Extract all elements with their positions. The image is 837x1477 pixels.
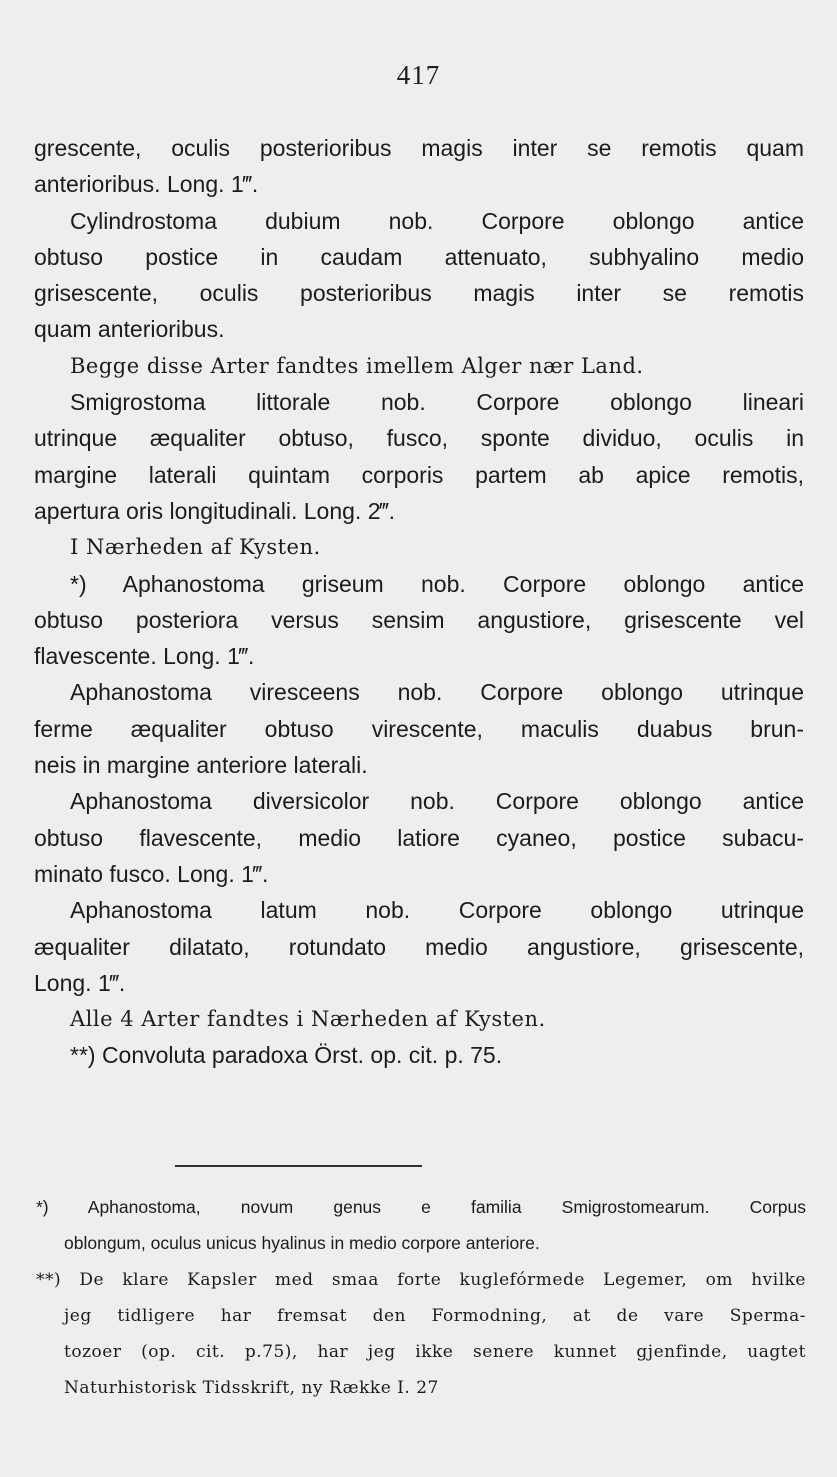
text-line: minato fusco. Long. 1‴.	[34, 860, 269, 887]
text-line: **) Convoluta paradoxa Örst. op. cit. p. 75.	[70, 1042, 503, 1069]
text-line: Alle 4 Arter fandtes i Nærheden af Kysten.	[70, 1007, 546, 1032]
text-line: Aphanostoma viresceens nob. Corpore oblongo utrinque	[70, 679, 804, 706]
text-line: grescente, oculis posterioribus magis inter se remotis quam	[34, 135, 804, 161]
text-line: utrinque æqualiter obtuso, fusco, sponte dividuo, oculis in	[34, 425, 804, 452]
text-line: Long. 1‴.	[34, 969, 126, 996]
text-line: quam anterioribus.	[34, 316, 225, 343]
text-line: apertura oris longitudinali. Long. 2‴.	[34, 497, 396, 524]
footnote-line: **) De klare Kapsler med smaa forte kuglefórmede Legemer, om hvilke	[36, 1269, 806, 1290]
text-line: neis in margine anteriore laterali.	[34, 752, 368, 779]
text-line: Aphanostoma latum nob. Corpore oblongo utrinque	[70, 897, 804, 924]
text-line: obtuso flavescente, medio latiore cyaneo, postice subacu-	[34, 824, 804, 851]
footnote-line: jeg tidligere har fremsat den Formodning, at de vare Sperma-	[64, 1305, 806, 1326]
text-line: I Nærheden af Kysten.	[70, 535, 321, 560]
text-line: obtuso posteriora versus sensim angustiore, grisescente vel	[34, 606, 804, 633]
footnote-line: oblongum, oculus unicus hyalinus in medio corpore anteriore.	[64, 1233, 540, 1254]
footnote-divider	[175, 1165, 422, 1167]
text-line: Smigrostoma littorale nob. Corpore oblongo lineari	[70, 389, 804, 416]
footnote-line: Naturhistorisk Tidsskrift, ny Række I. 27	[64, 1378, 439, 1399]
text-line: Begge disse Arter fandtes imellem Alger nær Land.	[70, 353, 644, 378]
page-number: 417	[396, 60, 441, 90]
text-line: anterioribus. Long. 1‴.	[34, 171, 259, 198]
text-line: ferme æqualiter obtuso virescente, maculis duabus brun-	[34, 715, 804, 742]
text-line: flavescente. Long. 1‴.	[34, 643, 255, 670]
text-line: grisescente, oculis posterioribus magis inter se remotis	[34, 280, 804, 307]
footnote-line: tozoer (op. cit. p.75), har jeg ikke senere kunnet gjenfinde, uagtet	[64, 1342, 806, 1363]
text-line: æqualiter dilatato, rotundato medio angustiore, grisescente,	[34, 933, 804, 960]
text-line: *) Aphanostoma griseum nob. Corpore oblongo antice	[70, 570, 804, 597]
footnotes	[36, 1192, 806, 1410]
main-text	[34, 130, 804, 1074]
text-line: obtuso postice in caudam attenuato, subhyalino medio	[34, 243, 804, 270]
footnote-line: *) Aphanostoma, novum genus e familia Smigrostomearum. Corpus	[36, 1197, 806, 1217]
text-line: margine laterali quintam corporis partem ab apice remotis,	[34, 461, 804, 488]
text-line: Cylindrostoma dubium nob. Corpore oblongo antice	[70, 207, 804, 234]
text-line: Aphanostoma diversicolor nob. Corpore oblongo antice	[70, 788, 804, 815]
